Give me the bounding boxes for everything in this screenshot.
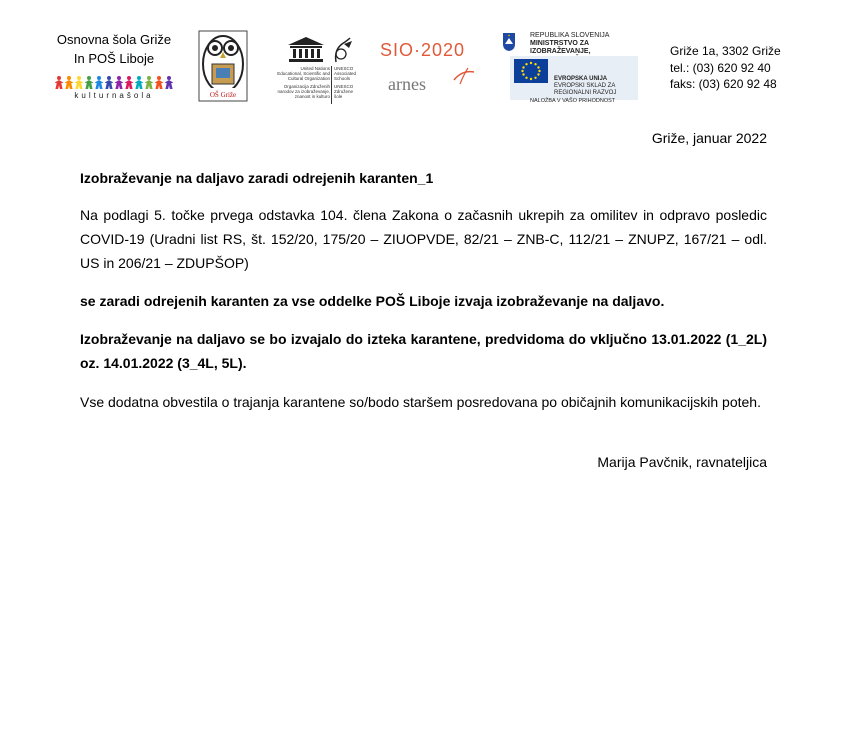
letterhead — [0, 0, 846, 112]
kultura-text: kulturnašola — [74, 91, 154, 100]
unesco-temple-icon — [286, 36, 326, 62]
address-fax: faks: (03) 620 92 48 — [670, 77, 777, 91]
kulturna-sola-logo — [46, 76, 182, 100]
arnes-text: arnes — [388, 74, 426, 94]
kultura-figure-icon — [165, 76, 174, 89]
eu-text — [554, 76, 616, 97]
school-address — [670, 43, 781, 93]
school-name — [44, 30, 184, 68]
eu-line4: NALOŽBA V VAŠO PRIHODNOST — [530, 98, 616, 104]
unesco-text-line: znanost in kulturo — [294, 94, 330, 99]
associated-schools-icon — [332, 36, 354, 64]
owl-logo — [198, 30, 248, 102]
kultura-figure-icon — [135, 76, 144, 89]
school-name-line1: Osnovna šola Griže — [56, 32, 172, 47]
sio-2020-logo — [380, 40, 465, 61]
kultura-figure-icon — [55, 76, 64, 89]
eu-line1: EVROPSKA UNIJA — [554, 76, 608, 82]
unesco-text-line: Cultural Organization — [287, 76, 330, 81]
paragraph-legal-basis: Na podlagi 5. točke prvega odstavka 104. člena Zakona o začasnih ukrepih za omilitev in odpravo posledic COVID-19 (Uradni list RS, št. 152/20, 175/20 – ZIUOPVDE, 82/21 – ZNB-C, 112/21 – ZNUPZ, 167/21 – odl. US in 206/21 – ZDUPŠOP) — [80, 207, 767, 271]
kultura-figure-icon — [115, 76, 124, 89]
sio-text: SIO·2020 — [380, 40, 466, 60]
unesco-right-text-line: Associated — [334, 71, 357, 76]
address-line1: Griže 1a, 3302 Griže — [670, 44, 781, 58]
unesco-right-text-line: Združene — [334, 89, 354, 94]
ministry-line2: MINISTRSTVO ZA IZOBRAŽEVANJE, — [530, 40, 591, 55]
unesco-right-text-line: šole — [334, 94, 343, 99]
unesco-text-line: Educational, Scientific and — [277, 71, 330, 76]
unesco-right-text-line: UNESCO — [334, 84, 354, 89]
arnes-logo — [388, 74, 426, 95]
address-phone: tel.: (03) 620 92 40 — [670, 60, 771, 75]
unesco-text-line: United Nations — [300, 66, 330, 71]
ministry-logo — [500, 32, 650, 104]
kultura-figure-icon — [155, 76, 164, 89]
school-name-line2: In POŠ Liboje — [73, 51, 155, 66]
kultura-figure-icon — [145, 76, 154, 89]
ministry-line1: REPUBLIKA SLOVENIJA — [530, 32, 610, 39]
kultura-figure-icon — [75, 76, 84, 89]
eu-line2: EVROPSKI SKLAD ZA — [554, 83, 616, 89]
kultura-figure-icon — [125, 76, 134, 89]
document-title: Izobraževanje na daljavo zaradi odrejenih karanten_1 — [80, 170, 434, 186]
paragraph-announcement: se zaradi odrejenih karanten za vse oddelke POŠ Liboje izvaja izobraževanje na daljavo. — [80, 293, 665, 309]
kultura-figure-icon — [105, 76, 114, 89]
document-date: Griže, januar 2022 — [651, 130, 767, 146]
kultura-figure-icon — [65, 76, 74, 89]
paragraph-further-info: Vse dodatna obvestila o trajanja karantene so/bodo staršem posredovana po običajnih komunikacijskih poteh. — [80, 394, 761, 410]
kultura-figures — [46, 76, 182, 89]
unesco-text-line: Organizacija Združenih — [283, 84, 330, 89]
eu-line3: REGIONALNI RAZVOJ — [554, 90, 617, 96]
unesco-right-text-line: UNESCO — [334, 66, 354, 71]
paragraph-duration: Izobraževanje na daljavo se bo izvajalo do izteka karantene, predvidoma do vključno 13.01.2022 (1_2L) oz. 14.01.2022 (3_4L, 5L). — [80, 331, 767, 371]
unesco-text-line: narodov za izobraževanje, — [277, 89, 330, 94]
kultura-figure-icon — [85, 76, 94, 89]
owl-caption: OŠ Griže — [209, 91, 237, 99]
kultura-figure-icon — [95, 76, 104, 89]
slovenia-coat-of-arms-icon — [502, 32, 516, 52]
arnes-swirl-icon — [452, 66, 476, 86]
eu-flag-icon — [514, 59, 548, 83]
unesco-right-text-line: Schools — [334, 76, 351, 81]
unesco-logo — [268, 36, 358, 104]
signature: Marija Pavčnik, ravnateljica — [597, 454, 767, 470]
